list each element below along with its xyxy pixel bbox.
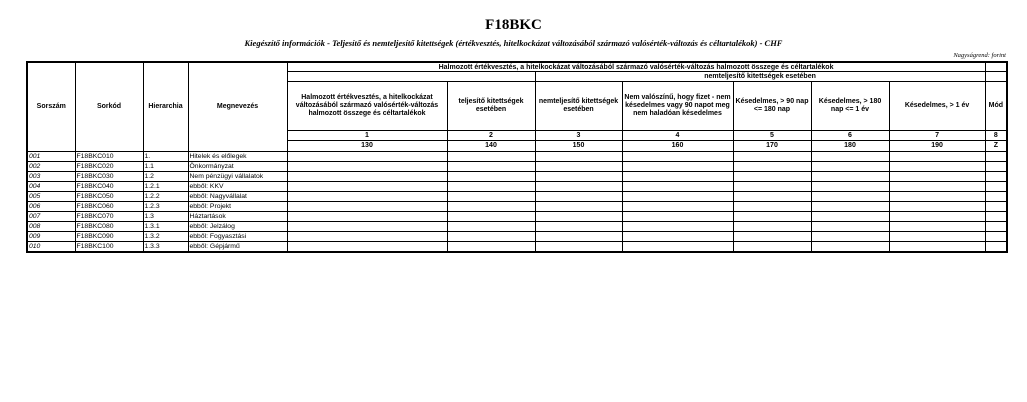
header-col-4: Nem valószínű, hogy fizet - nem késedelmes vagy 90 napot meg nem haladóan késedelmes: [622, 81, 733, 131]
row-hierarchia: 1.: [143, 151, 188, 161]
cell[interactable]: [889, 222, 985, 232]
row-sorszam: 006: [27, 202, 75, 212]
cell[interactable]: [811, 242, 889, 252]
cell[interactable]: [447, 151, 535, 161]
header-col-8: Mód: [985, 81, 1007, 131]
cell[interactable]: [733, 242, 811, 252]
row-sorszam: 005: [27, 191, 75, 201]
cell[interactable]: [733, 151, 811, 161]
row-hierarchia: 1.3: [143, 212, 188, 222]
cell[interactable]: [287, 222, 447, 232]
cell[interactable]: [535, 232, 622, 242]
table-row: [27, 242, 1007, 252]
cell[interactable]: [811, 222, 889, 232]
cell[interactable]: [535, 171, 622, 181]
cell[interactable]: [985, 202, 1007, 212]
cell[interactable]: [535, 191, 622, 201]
cell[interactable]: [811, 212, 889, 222]
cell[interactable]: [811, 191, 889, 201]
row-sorkod: F18BKC040: [75, 181, 143, 191]
cell[interactable]: [811, 151, 889, 161]
col-code: Z: [985, 141, 1007, 152]
cell[interactable]: [535, 181, 622, 191]
cell[interactable]: [733, 202, 811, 212]
col-number: 7: [889, 131, 985, 141]
cell[interactable]: [733, 222, 811, 232]
cell[interactable]: [535, 222, 622, 232]
cell[interactable]: [985, 242, 1007, 252]
row-sorszam: 010: [27, 242, 75, 252]
header-col-7: Késedelmes, > 1 év: [889, 81, 985, 131]
cell[interactable]: [733, 181, 811, 191]
cell[interactable]: [733, 171, 811, 181]
cell[interactable]: [622, 232, 733, 242]
unit-note: Nagyságrend: forint: [953, 52, 1006, 59]
header-col-6: Késedelmes, > 180 nap <= 1 év: [811, 81, 889, 131]
row-sorkod: F18BKC080: [75, 222, 143, 232]
row-megnevezes: Háztartások: [188, 212, 287, 222]
cell[interactable]: [622, 202, 733, 212]
cell[interactable]: [447, 191, 535, 201]
cell[interactable]: [889, 202, 985, 212]
table-row: [27, 202, 1007, 212]
header-mod-blank2: [985, 72, 1007, 82]
table-row: [27, 171, 1007, 181]
row-hierarchia: 1.2.3: [143, 202, 188, 212]
cell[interactable]: [535, 212, 622, 222]
header-group-main: Halmozott értékvesztés, a hitelkockázat változásából származó valósérték-változás halmozott összege és céltartalékok: [287, 62, 985, 72]
table-row: [27, 181, 1007, 191]
cell[interactable]: [985, 171, 1007, 181]
col-number: 8: [985, 131, 1007, 141]
table-row: [27, 222, 1007, 232]
cell[interactable]: [535, 151, 622, 161]
header-col-1: Halmozott értékvesztés, a hitelkockázat változásából származó valósérték-változás halmozott összege és céltartalékok: [287, 81, 447, 131]
table-row: [27, 232, 1007, 242]
cell[interactable]: [622, 212, 733, 222]
col-number: 2: [447, 131, 535, 141]
cell[interactable]: [733, 191, 811, 201]
cell[interactable]: [889, 161, 985, 171]
cell[interactable]: [622, 222, 733, 232]
row-hierarchia: 1.2.1: [143, 181, 188, 191]
cell[interactable]: [447, 212, 535, 222]
cell[interactable]: [985, 151, 1007, 161]
cell[interactable]: [287, 212, 447, 222]
row-sorkod: F18BKC100: [75, 242, 143, 252]
col-code: 170: [733, 141, 811, 152]
row-hierarchia: 1.2.2: [143, 191, 188, 201]
row-sorkod: F18BKC010: [75, 151, 143, 161]
cell[interactable]: [447, 161, 535, 171]
row-megnevezes: ebből: Fogyasztási: [188, 232, 287, 242]
header-megnevezes: Megnevezés: [188, 62, 287, 151]
row-megnevezes: ebből: Gépjármű: [188, 242, 287, 252]
cell[interactable]: [985, 232, 1007, 242]
row-hierarchia: 1.1: [143, 161, 188, 171]
cell[interactable]: [447, 222, 535, 232]
cell[interactable]: [985, 212, 1007, 222]
cell[interactable]: [733, 212, 811, 222]
col-number: 4: [622, 131, 733, 141]
cell[interactable]: [622, 242, 733, 252]
cell[interactable]: [811, 161, 889, 171]
row-sorkod: F18BKC030: [75, 171, 143, 181]
row-sorkod: F18BKC020: [75, 161, 143, 171]
cell[interactable]: [733, 232, 811, 242]
cell[interactable]: [985, 222, 1007, 232]
col-code: 140: [447, 141, 535, 152]
form-subtitle: Kiegészítő információk - Teljesítő és nemteljesítő kitettségek (értékvesztés, hitelkockázat változásából származó valósérték-változás és céltartalékok) - CHF: [244, 38, 783, 48]
cell[interactable]: [287, 181, 447, 191]
table-row: [27, 191, 1007, 201]
cell[interactable]: [889, 242, 985, 252]
row-sorkod: F18BKC090: [75, 232, 143, 242]
cell[interactable]: [535, 242, 622, 252]
cell[interactable]: [889, 181, 985, 191]
cell[interactable]: [287, 202, 447, 212]
col-code: 190: [889, 141, 985, 152]
header-sorszam: Sorszám: [27, 62, 75, 151]
cell[interactable]: [447, 232, 535, 242]
cell[interactable]: [287, 171, 447, 181]
report-table: [26, 61, 1008, 253]
row-megnevezes: ebből: Jelzálog: [188, 222, 287, 232]
table-row: [27, 212, 1007, 222]
cell[interactable]: [447, 242, 535, 252]
row-hierarchia: 1.3.2: [143, 232, 188, 242]
cell[interactable]: [535, 161, 622, 171]
row-megnevezes: Önkormányzat: [188, 161, 287, 171]
table-row: [27, 161, 1007, 171]
cell[interactable]: [622, 151, 733, 161]
header-mod-blank: [985, 62, 1007, 72]
row-sorkod: F18BKC070: [75, 212, 143, 222]
row-sorkod: F18BKC060: [75, 202, 143, 212]
cell[interactable]: [447, 181, 535, 191]
cell[interactable]: [889, 191, 985, 201]
row-sorszam: 009: [27, 232, 75, 242]
header-col-2: teljesítő kitettségek esetében: [447, 81, 535, 131]
header-col-5: Késedelmes, > 90 nap <= 180 nap: [733, 81, 811, 131]
row-megnevezes: Hitelek és előlegek: [188, 151, 287, 161]
table-row: [27, 151, 1007, 161]
row-hierarchia: 1.3.1: [143, 222, 188, 232]
cell[interactable]: [287, 242, 447, 252]
row-sorszam: 001: [27, 151, 75, 161]
cell[interactable]: [622, 161, 733, 171]
cell[interactable]: [447, 202, 535, 212]
cell[interactable]: [287, 151, 447, 161]
col-number: 3: [535, 131, 622, 141]
row-sorszam: 004: [27, 181, 75, 191]
header-hierarchia: Hierarchia: [143, 62, 188, 151]
cell[interactable]: [889, 171, 985, 181]
cell[interactable]: [985, 161, 1007, 171]
header-sorkod: Sorkód: [75, 62, 143, 151]
cell[interactable]: [287, 232, 447, 242]
col-code: 180: [811, 141, 889, 152]
col-code: 160: [622, 141, 733, 152]
cell[interactable]: [447, 171, 535, 181]
header-blank: [287, 72, 535, 82]
row-sorszam: 007: [27, 212, 75, 222]
row-hierarchia: 1.2: [143, 171, 188, 181]
row-megnevezes: Nem pénzügyi vállalatok: [188, 171, 287, 181]
row-megnevezes: ebből: Projekt: [188, 202, 287, 212]
col-number: 1: [287, 131, 447, 141]
cell[interactable]: [287, 161, 447, 171]
row-megnevezes: ebből: Nagyvállalat: [188, 191, 287, 201]
col-number: 5: [733, 131, 811, 141]
form-title: F18BKC: [485, 17, 542, 33]
cell[interactable]: [811, 232, 889, 242]
header-col-3: nemteljesítő kitettségek esetében: [535, 81, 622, 131]
row-sorszam: 003: [27, 171, 75, 181]
cell[interactable]: [985, 191, 1007, 201]
row-sorkod: F18BKC050: [75, 191, 143, 201]
cell[interactable]: [287, 191, 447, 201]
col-code: 150: [535, 141, 622, 152]
cell[interactable]: [622, 181, 733, 191]
col-number: 6: [811, 131, 889, 141]
cell[interactable]: [733, 161, 811, 171]
cell[interactable]: [811, 181, 889, 191]
col-code: 130: [287, 141, 447, 152]
row-sorszam: 008: [27, 222, 75, 232]
cell[interactable]: [535, 202, 622, 212]
cell[interactable]: [889, 232, 985, 242]
cell[interactable]: [889, 151, 985, 161]
cell[interactable]: [622, 171, 733, 181]
cell[interactable]: [622, 191, 733, 201]
cell[interactable]: [889, 212, 985, 222]
row-hierarchia: 1.3.3: [143, 242, 188, 252]
row-sorszam: 002: [27, 161, 75, 171]
cell[interactable]: [811, 171, 889, 181]
cell[interactable]: [811, 202, 889, 212]
row-megnevezes: ebből: KKV: [188, 181, 287, 191]
header-group-nonperforming: nemteljesítő kitettségek esetében: [535, 72, 985, 82]
cell[interactable]: [985, 181, 1007, 191]
